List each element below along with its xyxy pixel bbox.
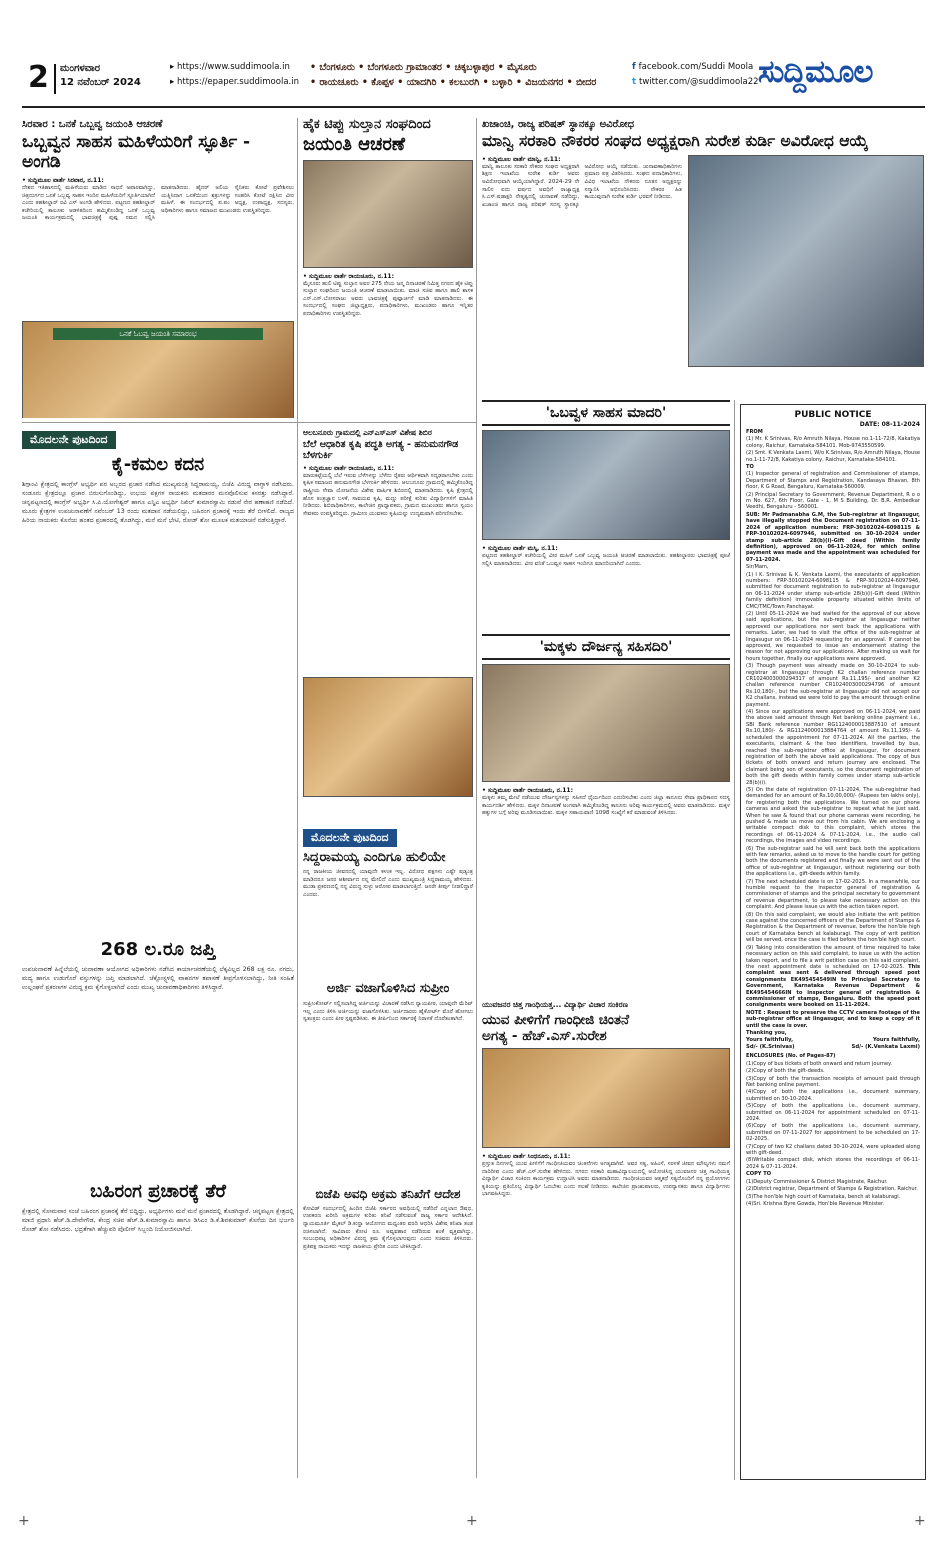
notice-copy-2: (2)District registrar, Department of Stamps & Registration, Raichur. bbox=[746, 1186, 918, 1193]
notice-para-1: (1) I K. Srinivas & K. Venkata Laxmi, the executants of application numbers: FRP-30102024-6098115 & FRP-30102024-6097946, submitted for document registration to sub-registrar at lingasugur on 06-11-2024 under stamp sub-article 28(b)(i)-Gift deed (Within family definition) immovable property situated within limits of CMC/TMC/Town Panchayat. bbox=[746, 571, 920, 610]
article-bjp-probe bbox=[303, 1188, 473, 1478]
article-headline-line-2: ಅಗತ್ಯ - ಹೆಚ್.ಎಸ್.ಸುರೇಶ bbox=[482, 1027, 607, 1044]
row-divider bbox=[297, 422, 477, 423]
masthead-rule bbox=[22, 106, 925, 108]
masthead-cities bbox=[310, 60, 620, 90]
notice-from-label: FROM bbox=[746, 429, 763, 435]
article-headline: 'ಒಬವ್ವಳ ಸಾಹಸ ಮಾದರಿ' bbox=[482, 400, 730, 426]
twitter-icon: t bbox=[632, 77, 640, 87]
notice-salutation: Sir/Mam, bbox=[746, 564, 769, 571]
article-children-abuse bbox=[482, 634, 730, 994]
article-photo bbox=[482, 430, 730, 540]
notice-from-1: (1) Mr. K Srinivas, R/o Amruth Nilaya, House no.1-11-72/8, Kakatiya colony, Raichur, Karnataka-584101. Mob-9743550599. bbox=[746, 436, 920, 449]
article-body: ಮೈಸೂರು ಹುಲಿ ಟಿಪ್ಪು ಸುಲ್ತಾನ ಅವರ 275 ನೇಯ ಜನ್ಮ ದಿನಾಚರಣೆ ನಿಮಿತ್ತ ನಗರದ ಹೈಕ ಟಿಪ್ಪು ಸುಲ್ತಾನ ಸಂಘದಿಂದ ಜಯಂತಿ ಆಚರಣೆ ಮಾಡಲಾಯಿತು. ಮಾಜಿ ಸಚಿವ ಹಾಗೂ ಹಾಲಿ ಶಾಸಕ ಎನ್.ಎಸ್.ಬೋಸರಾಜು ಅವರು ಭಾವಚಿತ್ರಕ್ಕೆ ಪುಷ್ಪಾರ್ಚನೆ ಮಾಡಿ ಮಾತನಾಡಿದರು. ಈ ಸಂದರ್ಭದಲ್ಲಿ ಸಂಘದ ಜಿಲ್ಲಾಧ್ಯಕ್ಷರು, ಪದಾಧಿಕಾರಿಗಳು, ಮುಖಂಡರು ಹಾಗೂ ಇನ್ನಿತರ ಪದಾಧಿಕಾರಿಗಳು ಉಪಸ್ಥಿತರಿದ್ದರು. bbox=[303, 280, 473, 317]
notice-to-label: TO bbox=[746, 464, 754, 471]
notice-enclosure-3: (3)Copy of both the transaction receipts of amount paid through Net banking online payment. bbox=[746, 1075, 920, 1088]
article-campaign-ends bbox=[22, 1182, 294, 1478]
registration-mark-icon: + bbox=[914, 1513, 926, 1529]
article-body: ಮಾನ್ವಿ ತಾಲೂಕು ಸರಕಾರಿ ನೌಕರರ ಸಂಘದ ಅಧ್ಯಕ್ಷರಾಗಿ ಶಿಕ್ಷಣ ಇಲಾಖೆಯ ಸುರೇಶ ಕುರ್ಡಿ ಅವರು ಅವಿರೋಧವಾಗಿ ಆಯ್ಕೆಯಾಗಿದ್ದಾರೆ. 2024-29 ನೇ ಸಾಲಿನ ಐದು ವರ್ಷದ ಅವಧಿಗೆ ರಾಜ್ಯಾಧ್ಯಕ್ಷ ಸಿ.ಎಸ್.ಷಡಾಕ್ಷರಿ ನೇತೃತ್ವದಲ್ಲಿ ಚುನಾವಣೆ ನಡೆದಿದ್ದು, ಖಜಾಂಚಿ ಹಾಗೂ ರಾಜ್ಯ ಪರಿಷತ್ ಸದಸ್ಯ ಸ್ಥಾನಕ್ಕೂ ಅವಿರೋಧ ಆಯ್ಕೆ ನಡೆಯಿತು. ಚುನಾವಣಾಧಿಕಾರಿಗಳು ಪ್ರಮಾಣ ಪತ್ರ ವಿತರಿಸಿದರು. ಸಂಘದ ಪದಾಧಿಕಾರಿಗಳು, ವಿವಿಧ ಇಲಾಖೆಯ ನೌಕರರು ನೂತನ ಅಧ್ಯಕ್ಷರನ್ನು ಸನ್ಮಾನಿಸಿ ಅಭಿನಂದಿಸಿದರು. ನೌಕರರ ಹಿತ ಕಾಯುವುದಾಗಿ ಸುರೇಶ ಕುರ್ಡಿ ಭರವಸೆ ನೀಡಿದರು. bbox=[482, 163, 682, 208]
article-kicker: ಖಜಾಂಚಿ, ರಾಜ್ಯ ಪರಿಷತ್ ಸ್ಥಾನಕ್ಕೂ ಅವಿರೋಧ bbox=[482, 119, 635, 130]
masthead bbox=[0, 54, 945, 102]
notice-para-6: (6) The sub-registrar said he will sent back both the applications with few remarks, asked us to move to the handle court for getting both the documents registered and finally we were sent out of the office of sub-registrar at lingasugur, without registering our both the applications i.e., gift-deeds within family. bbox=[746, 845, 920, 878]
article-byline: • ಸುದ್ದಿಮೂಲ ವಾರ್ತೆ ರಾಯಚೂರು, ನ.11: bbox=[482, 787, 573, 794]
article-byline: • ಸುದ್ದಿಮೂಲ ವಾರ್ತೆ ಮಾನ್ವಿ, ನ.11: bbox=[482, 155, 561, 163]
column-divider bbox=[297, 118, 298, 1478]
notice-to-2: (2) Principal Secretary to Government, Revenue Department, R o o m No. 627, 6th Floor, Gate - 1, M S Building, Dr. B.R. Ambedkar Veedhi, Bengaluru - 560001. bbox=[746, 491, 920, 511]
registration-mark-icon: + bbox=[466, 1513, 478, 1529]
article-headline: ಬಿಜೆಪಿ ಅವಧಿ ಅಕ್ರಮ ತನಿಖೆಗೆ ಆದೇಶ bbox=[315, 1188, 461, 1201]
notice-enclosure-2: (2)Copy of both the gift-deeds. bbox=[746, 1068, 825, 1075]
notice-yours-2: Yours faithfully, bbox=[872, 1037, 920, 1044]
article-body: ದೇಶದ ಇತಿಹಾಸದಲ್ಲಿ ಮಹಿಳೆಯರು ಮಾಡಿದ ಸಾಧನೆ ಅಪಾರವಾಗಿದ್ದು, ಚಿತ್ರದುರ್ಗದ ಒನಕೆ ಒಬ್ಬವ್ವ ಸಾಹಸ ಇಂದಿನ ಮಹಿಳೆಯರಿಗೆ ಸ್ಫೂರ್ತಿಯಾಗಿದೆ ಎಂದು ತಹಶೀಲ್ದಾರ್ ರವಿ ಎಸ್ ಅಂಗಡಿ ಹೇಳಿದರು. ಪಟ್ಟಣದ ತಹಶೀಲ್ದಾರ್ ಕಚೇರಿಯಲ್ಲಿ ತಾಲೂಕು ಆಡಳಿತದಿಂದ ಹಮ್ಮಿಕೊಂಡಿದ್ದ ಒನಕೆ ಒಬ್ಬವ್ವ ಜಯಂತಿ ಕಾರ್ಯಕ್ರಮದಲ್ಲಿ ಭಾವಚಿತ್ರಕ್ಕೆ ಪುಷ್ಪ ನಮನ ಸಲ್ಲಿಸಿ ಮಾತನಾಡಿದರು. ಹೈದರ್ ಅಲಿಯ ಸೈನಿಕರು ಕೋಟೆ ಪ್ರವೇಶಿಸಲು ಯತ್ನಿಸಿದಾಗ ಒನಕೆಯಿಂದ ಶತ್ರುಗಳನ್ನು ಸಂಹರಿಸಿ ಕೋಟೆ ರಕ್ಷಿಸಿದ ವೀರ ಮಹಿಳೆ. ಈ ಸಂದರ್ಭದಲ್ಲಿ ಪ.ಪಂ ಅಧ್ಯಕ್ಷ, ಉಪಾಧ್ಯಕ್ಷ, ಸದಸ್ಯರು, ಅಧಿಕಾರಿಗಳು ಹಾಗೂ ಸಮಾಜದ ಮುಖಂಡರು ಉಪಸ್ಥಿತರಿದ್ದರು. bbox=[22, 185, 294, 222]
globe-icon: ▸ bbox=[170, 62, 177, 72]
article-body: ಕ್ಷೇತ್ರದಲ್ಲಿ ಸೋಮವಾರ ಸಂಜೆ ಬಹಿರಂಗ ಪ್ರಚಾರಕ್ಕೆ ತೆರೆ ಬಿದ್ದಿದ್ದು, ಅಭ್ಯರ್ಥಿಗಳು ಮನೆ ಮನೆ ಪ್ರಚಾರದಲ್ಲಿ ತೊಡಗಿದ್ದಾರೆ. ಚನ್ನಪಟ್ಟಣ ಕ್ಷೇತ್ರದಲ್ಲಿ ಮಾಜಿ ಪ್ರಧಾನಿ ಹೆಚ್.ಡಿ.ದೇವೇಗೌಡ, ಕೇಂದ್ರ ಸಚಿವ ಹೆಚ್.ಡಿ.ಕುಮಾರಸ್ವಾಮಿ ಹಾಗೂ ಡಿಸಿಎಂ ಡಿ.ಕೆ.ಶಿವಕುಮಾರ್ ಕೊನೆಯ ದಿನ ಭರ್ಜರಿ ರೋಡ್ ಶೋ ನಡೆಸಿದರು. ಭದ್ರತೆಗಾಗಿ ಹೆಚ್ಚುವರಿ ಪೊಲೀಸ್ ಸಿಬ್ಬಂದಿ ನಿಯೋಜಿಸಲಾಗಿದೆ. bbox=[22, 1207, 294, 1233]
globe-icon: ▸ bbox=[170, 77, 177, 87]
notice-enclosure-8: (8)Writable compact disk, which stores the recordings of 06-11-2024 & 07-11-2024. bbox=[746, 1157, 920, 1170]
article-body: ಕೋವಿಡ್ ಸಂದರ್ಭದಲ್ಲಿ ಹಿಂದಿನ ಬಿಜೆಪಿ ಸರ್ಕಾರದ ಅವಧಿಯಲ್ಲಿ ನಡೆದಿದೆ ಎನ್ನಲಾದ ಔಷಧ, ಉಪಕರಣ ಖರೀದಿ ಅಕ್ರಮಗಳ ಕುರಿತು ತನಿಖೆ ನಡೆಸುವಂತೆ ರಾಜ್ಯ ಸರ್ಕಾರ ಆದೇಶಿಸಿದೆ. ನ್ಯಾಯಮೂರ್ತಿ ಮೈಕಲ್ ಡಿ.ಕುನ್ಹಾ ಆಯೋಗದ ಮಧ್ಯಂತರ ವರದಿ ಆಧರಿಸಿ ವಿಶೇಷ ತನಿಖಾ ತಂಡ ರಚಿಸಲಾಗಿದೆ. ಸಾವಿರಾರು ಕೋಟಿ ರೂ. ಅವ್ಯವಹಾರ ನಡೆದಿರುವ ಶಂಕೆ ವ್ಯಕ್ತವಾಗಿದ್ದು, ಸಂಬಂಧಪಟ್ಟ ಅಧಿಕಾರಿಗಳ ವಿರುದ್ಧ ಕ್ರಮ ಕೈಗೊಳ್ಳಲಾಗುವುದು ಎಂದು ಸಚಿವರು ತಿಳಿಸಿದರು. ಪ್ರತಿಪಕ್ಷ ನಾಯಕರು ಇದನ್ನು ರಾಜಕೀಯ ಪ್ರೇರಿತ ಎಂದು ಟೀಕಿಸಿದ್ದಾರೆ. bbox=[303, 1205, 473, 1250]
article-seizure bbox=[22, 940, 294, 1176]
notice-para-9 bbox=[746, 945, 920, 1009]
article-headline: ಒಬ್ಬವ್ವನ ಸಾಹಸ ಮಹಿಳೆಯರಿಗೆ ಸ್ಫೂರ್ತಿ - ಅಂಗಡಿ bbox=[22, 132, 251, 172]
article-headline: ಸಿದ್ದರಾಮಯ್ಯ ಎಂದಿಗೂ ಹುಲಿಯೇ bbox=[303, 850, 446, 865]
facebook-icon: f bbox=[632, 62, 639, 72]
notice-to-1: (1) Inspector general of registration and Commissioner of stamps, Department of Stamps and Registration, Kandasaya Bhavan, 8th floor, K G Road, Bengaluru, Karnataka-560009. bbox=[746, 471, 920, 491]
row-divider bbox=[22, 422, 297, 423]
article-kai-kamala bbox=[22, 428, 294, 932]
article-headline: ಮಾನ್ವಿ ಸರಕಾರಿ ನೌಕರರ ಸಂಘದ ಅಧ್ಯಕ್ಷರಾಗಿ ಸುರೇಶ ಕುರ್ಡಿ ಅವಿರೋಧ ಆಯ್ಕೆ bbox=[482, 132, 869, 150]
notice-para-4: (4) Since our applications were approved on 06-11-2024, we paid the above said amount through Net banking online payment i.e., SBI Bank reference number RG1124000013887510 of amount Rs.10,180/- & RG1124000013884764 of amount Rs.11,195/- & scheduled the appointment for 07-11-2024. All the parties, the executants, claimant & the two identifiers, travelled by bus, reached the sub-registrar office at lingasugur, for document registration of both the above said applications. The copy of bus tickets of both onward and return journey are enclosed. The claimant being son of executants, so the document registration of both the gift deeds within family comes under stamp sub-article 28(b)(i). bbox=[746, 709, 920, 786]
notice-title: PUBLIC NOTICE bbox=[794, 410, 872, 420]
notice-para-8: (8) On this said complaint, we would also initiate the writ petition case against the concerned officers of the Department of Stamps & Registration & the Department of revenue, before the hon'ble high court of Karnataka bench at kalaburagi. The copy of writ petition will be served, once the case is filed before the hon'ble high court. bbox=[746, 911, 920, 944]
article-kicker: ಸಿರವಾರ : ಒನಕೆ ಒಬ್ಬವ್ವ ಜಯಂತಿ ಆಚರಣೆ bbox=[22, 119, 163, 130]
notice-enclosures-label: ENCLOSURES (No. of Pages-87) bbox=[746, 1053, 836, 1060]
page-number: 2 bbox=[28, 60, 49, 95]
notice-copy-1: (1)Deputy Commissioner & District Magistrate, Raichur. bbox=[746, 1178, 888, 1185]
article-photo bbox=[303, 160, 473, 268]
article-byline: • ಸುದ್ದಿಮೂಲ ವಾರ್ತೆ ರಾಯಚೂರು, ನ.11: bbox=[303, 272, 394, 280]
notice-sign-1: Sd/- (K.Srinivas) bbox=[746, 1044, 795, 1051]
article-nss-camp bbox=[303, 428, 473, 820]
article-gandhi-thoughts bbox=[482, 1000, 730, 1478]
article-byline: • ಸುದ್ದಿಮೂಲ ವಾರ್ತೆ ಸಿಂಧನೂರು, ನ.11: bbox=[482, 1153, 571, 1161]
article-manvi-employees-union bbox=[482, 118, 925, 394]
notice-para-9-text: (9) Taking into consideration the amount of time required to take necessary action on this said complaint, to issue us with the action taken report, and to file a writ petition case on this said complaint, the next appointment date is scheduled on 17-02-2025. bbox=[746, 944, 920, 970]
masthead-links bbox=[170, 60, 299, 90]
article-body: ಪಟ್ಟಣದ ತಹಶೀಲ್ದಾರ್ ಕಚೇರಿಯಲ್ಲಿ ವೀರ ಮಹಿಳೆ ಒನಕೆ ಒಬ್ಬವ್ವ ಜಯಂತಿ ಆಚರಣೆ ಮಾಡಲಾಯಿತು. ತಹಶೀಲ್ದಾರರು ಭಾವಚಿತ್ರಕ್ಕೆ ಪೂಜೆ ಸಲ್ಲಿಸಿ ಮಾತನಾಡಿದರು. ವೀರ ವನಿತೆ ಒಬವ್ವಳ ಸಾಹಸ ಇಂದಿಗೂ ಮಾದರಿಯಾಗಿದೆ ಎಂದರು. bbox=[482, 553, 730, 567]
notice-enclosure-5: (5)Copy of both the applications i.e., document summary, submitted on 06-11-2024 for appointment scheduled on 07-11-2024. bbox=[746, 1103, 920, 1123]
section-band: ಮೊದಲನೇ ಪುಟದಿಂದ bbox=[22, 431, 116, 449]
article-obavva-maski bbox=[482, 400, 730, 628]
article-photo bbox=[482, 1048, 730, 1148]
registration-mark-icon: + bbox=[18, 1513, 30, 1529]
notice-sign-2: Sd/- (K.Venkata Laxmi) bbox=[851, 1044, 920, 1051]
masthead-day: ಮಂಗಳವಾರ bbox=[60, 63, 101, 74]
notice-from-2: (2) Smt. K Venkata Laxmi, W/o K.Srinivas, R/o Amruth Nilaya, House no.1-11-72/8, Kakatiya colony, Raichur, Karnataka-584101. bbox=[746, 450, 920, 463]
article-headline: ಬೆಲೆ ಆಧಾರಿತ ಕೃಷಿ ಪದ್ಧತಿ ಅಗತ್ಯ - ಹನುಮನಗೌಡ ಬೆಳಗುರ್ಕಿ bbox=[303, 439, 459, 461]
notice-para-9-bold: This complaint was sent & delivered through speed post consignments EK495454549IN to Principal Secretary to Government, Karnataka Revenue Department & EK495454666IN to inspector general of registration & commissioner of stamps, Bengaluru. Both the speed post consignments were booked on 11-11-2024. bbox=[746, 963, 920, 1009]
article-body: ಮಕ್ಕಳು ತಮ್ಮ ಮೇಲೆ ನಡೆಯುವ ದೌರ್ಜನ್ಯಗಳನ್ನು ಸಹಿಸದೆ ಧೈರ್ಯದಿಂದ ಎದುರಿಸಬೇಕು ಎಂದು ಜಿಲ್ಲಾ ಕಾನೂನು ಸೇವಾ ಪ್ರಾಧಿಕಾರದ ಸದಸ್ಯ ಕಾರ್ಯದರ್ಶಿ ಹೇಳಿದರು. ಮಕ್ಕಳ ದಿನಾಚರಣೆ ಅಂಗವಾಗಿ ಹಮ್ಮಿಕೊಂಡಿದ್ದ ಕಾನೂನು ಅರಿವು ಕಾರ್ಯಕ್ರಮದಲ್ಲಿ ಅವರು ಮಾತನಾಡಿದರು. ಮಕ್ಕಳ ಹಕ್ಕುಗಳ ಬಗ್ಗೆ ಅರಿವು ಮೂಡಿಸಲಾಯಿತು. ಮಕ್ಕಳ ಸಹಾಯವಾಣಿ 1098 ಸಂಖ್ಯೆಗೆ ಕರೆ ಮಾಡುವಂತೆ ತಿಳಿಸಿದರು. bbox=[482, 795, 730, 817]
public-notice bbox=[740, 404, 926, 1480]
epaper-link[interactable]: ▸ https://epaper.suddimoola.in bbox=[170, 77, 299, 87]
article-tipu-jayanti bbox=[303, 118, 473, 418]
notice-signatures bbox=[746, 1037, 920, 1051]
article-body: ಪ್ರಸ್ತುತ ದಿನಗಳಲ್ಲಿ ಯುವ ಪೀಳಿಗೆಗೆ ಗಾಂಧೀಜಿಯವರ ಚಿಂತನೆಗಳು ಅಗತ್ಯವಾಗಿವೆ. ಅವರ ಸತ್ಯ, ಅಹಿಂಸೆ, ಸರಳತೆ ಜೀವನ ಮೌಲ್ಯಗಳು ನಮಗೆ ದಾರಿದೀಪ ಎಂದು ಹೆಚ್.ಎಸ್.ಸುರೇಶ ಹೇಳಿದರು. ನಗರದ ಸರಕಾರಿ ಮಹಾವಿದ್ಯಾಲಯದಲ್ಲಿ ಆಯೋಜಿಸಿದ್ದ ಯುವಜನರ ಚಿತ್ತ ಗಾಂಧಿಯತ್ತ ವಿದ್ಯಾರ್ಥಿ ವಿಚಾರ ಸಂಕಿರಣ ಕಾರ್ಯಕ್ರಮ ಉದ್ಘಾಟಿಸಿ ಅವರು ಮಾತನಾಡಿದರು. ಗಾಂಧೀಜಿಯವರ ಆತ್ಮಕಥೆ ಸತ್ಯದೊಂದಿಗೆ ನನ್ನ ಪ್ರಯೋಗಗಳು ಕೃತಿಯನ್ನು ಪ್ರತಿಯೊಬ್ಬ ವಿದ್ಯಾರ್ಥಿ ಓದಬೇಕು ಎಂದು ಸಲಹೆ ನೀಡಿದರು. ಕಾಲೇಜಿನ ಪ್ರಾಂಶುಪಾಲರು, ಉಪನ್ಯಾಸಕರು ಹಾಗೂ ವಿದ್ಯಾರ್ಥಿಗಳು ಭಾಗವಹಿಸಿದ್ದರು. bbox=[482, 1161, 730, 1198]
notice-subject: SUB: Mr Padmanabha G.M, the Sub-registrar at lingasugur, have illegally stopped the Document registration on 07-11-2024 of application numbers: FRP-30102024-6098115 & FRP-30102024-6097946, submitted on 30-10-2024 under stamp sub-article 28(b)(i)-Gift deed (Within family definition), approved on 06-11-2024, for which online payment was made and the appointment was scheduled for 07-11-2024. bbox=[746, 511, 920, 563]
site-link[interactable]: ▸ https://www.suddimoola.in bbox=[170, 62, 290, 72]
article-siddaramaiah bbox=[303, 826, 473, 974]
photo-banner: ಒನಕೆ ಓಬವ್ವ ಜಯಂತಿ ಸಮಾರಂಭ bbox=[53, 328, 263, 340]
article-kicker: ಯುವಜನರ ಚಿತ್ತ ಗಾಂಧಿಯತ್ತ... ವಿದ್ಯಾರ್ಥಿ ವಿಚಾರ ಸಂಕಿರಣ bbox=[482, 1000, 628, 1009]
article-headline: ಬಹಿರಂಗ ಪ್ರಚಾರಕ್ಕೆ ತೆರೆ bbox=[90, 1182, 226, 1202]
notice-enclosure-1: (1)Copy of bus tickets of both onward and return journey. bbox=[746, 1060, 893, 1067]
cities-line-2: • ರಾಯಚೂರು • ಕೊಪ್ಪಳ • ಯಾದಗಿರಿ • ಕಲಬುರಗಿ • ಬಳ್ಳಾರಿ • ವಿಜಯನಗರ • ಬೀದರ bbox=[310, 77, 597, 88]
article-headline-line-1: ಯುವ ಪೀಳಿಗೆಗೆ ಗಾಂಧೀಜಿ ಚಿಂತನೆ bbox=[482, 1012, 630, 1028]
notice-thanks: Thanking you, bbox=[746, 1029, 787, 1036]
article-headline: ಅರ್ಜಿ ವಜಾಗೊಳಿಸಿದ ಸುಪ್ರೀಂ bbox=[326, 982, 450, 996]
article-body: ನನ್ನ ರಾಜಕೀಯ ಜೀವನದಲ್ಲಿ ಯಾವುದೇ ಕಳಂಕ ಇಲ್ಲ. ವಿರೋಧ ಪಕ್ಷಗಳು ಎಷ್ಟೇ ಷಡ್ಯಂತ್ರ ಮಾಡಿದರೂ ಜನರ ಆಶೀರ್ವಾದ ನನ್ನ ಮೇಲಿದೆ ಎಂದು ಮುಖ್ಯಮಂತ್ರಿ ಸಿದ್ದರಾಮಯ್ಯ ಹೇಳಿದರು. ಮುಡಾ ಪ್ರಕರಣದಲ್ಲಿ ನನ್ನ ವಿರುದ್ಧ ಸುಳ್ಳು ಆರೋಪ ಮಾಡಲಾಗುತ್ತಿದೆ. ಜನರೇ ತೀರ್ಪು ನೀಡಲಿದ್ದಾರೆ ಎಂದರು. bbox=[303, 868, 473, 898]
notice-copy-label: COPY TO bbox=[746, 1171, 772, 1178]
notice-date: DATE: 08-11-2024 bbox=[859, 421, 920, 428]
column-divider bbox=[734, 400, 735, 1480]
notice-yours-1: Yours faithfully, bbox=[746, 1037, 794, 1044]
article-byline: • ಸುದ್ದಿಮೂಲ ವಾರ್ತೆ ಮಸ್ಕಿ, ನ.11: bbox=[482, 545, 558, 552]
article-headline-line-2: ಜಯಂತಿ ಆಚರಣೆ bbox=[303, 133, 405, 155]
article-body: ಮಾರುಕಟ್ಟೆಯಲ್ಲಿ ಬೆಲೆ ಇರುವ ಬೆಳೆಗಳನ್ನು ಬೆಳೆದು ರೈತರು ಆರ್ಥಿಕವಾಗಿ ಸದೃಢರಾಗಬೇಕು ಎಂದು ಕೃಷಿಕ ಸಮಾಜದ ಹನುಮನಗೌಡ ಬೆಳಗುರ್ಕಿ ಹೇಳಿದರು. ಆಲಬನೂರು ಗ್ರಾಮದಲ್ಲಿ ಹಮ್ಮಿಕೊಂಡಿದ್ದ ರಾಷ್ಟ್ರೀಯ ಸೇವಾ ಯೋಜನೆಯ ವಿಶೇಷ ವಾರ್ಷಿಕ ಶಿಬಿರದಲ್ಲಿ ಮಾತನಾಡಿದರು. ಕೃಷಿ ಕ್ಷೇತ್ರದಲ್ಲಿ ಹೊಸ ತಂತ್ರಜ್ಞಾನ ಬಳಕೆ, ಸಾವಯವ ಕೃಷಿ, ಮಣ್ಣು ಪರೀಕ್ಷೆ ಕುರಿತು ವಿದ್ಯಾರ್ಥಿಗಳಿಗೆ ಮಾಹಿತಿ ನೀಡಿದರು. ಶಿಬಿರಾಧಿಕಾರಿಗಳು, ಕಾಲೇಜಿನ ಪ್ರಾಧ್ಯಾಪಕರು, ಗ್ರಾಮದ ಮುಖಂಡರು ಹಾಗೂ ಸ್ವಯಂ ಸೇವಕರು ಉಪಸ್ಥಿತರಿದ್ದರು. ಗ್ರಾಮೀಣ ಯುವಕರು ಕೃಷಿಯನ್ನು ಉದ್ಯಮವಾಗಿ ಪರಿಗಣಿಸಬೇಕು. bbox=[303, 472, 473, 517]
article-headline: 268 ಲ.ರೂ ಜಪ್ತಿ bbox=[100, 940, 216, 960]
article-byline: • ಸುದ್ದಿಮೂಲ ವಾರ್ತೆ ರಾಯಚೂರು, ನ.11: bbox=[303, 464, 394, 472]
section-band: ಮೊದಲನೇ ಪುಟದಿಂದ bbox=[303, 829, 397, 847]
article-photo bbox=[22, 321, 294, 418]
notice-enclosure-4: (4)Copy of both the applications i.e., document summary, submitted on 30-10-2024. bbox=[746, 1089, 920, 1102]
article-headline: 'ಮಕ್ಕಳು ದೌರ್ಜನ್ಯ ಸಹಿಸದಿರಿ' bbox=[482, 634, 730, 660]
article-body: ಉಪಚುನಾವಣೆ ಹಿನ್ನೆಲೆಯಲ್ಲಿ ಚುನಾವಣಾ ಆಯೋಗದ ಅಧಿಕಾರಿಗಳು ನಡೆಸಿದ ಕಾರ್ಯಾಚರಣೆಯಲ್ಲಿ ಲೆಕ್ಕವಿಲ್ಲದ 268 ಲಕ್ಷ ರೂ. ನಗದು, ಮದ್ಯ ಹಾಗೂ ಉಡುಗೊರೆ ವಸ್ತುಗಳನ್ನು ಜಪ್ತಿ ಮಾಡಲಾಗಿದೆ. ಚೆಕ್ಪೋಸ್ಟ್ಗಳಲ್ಲಿ ವಾಹನಗಳ ತಪಾಸಣೆ ತೀವ್ರಗೊಳಿಸಲಾಗಿದ್ದು, ನೀತಿ ಸಂಹಿತೆ ಉಲ್ಲಂಘನೆ ಪ್ರಕರಣಗಳ ವಿರುದ್ಧ ಕ್ರಮ ಕೈಗೊಳ್ಳಲಾಗಿದೆ ಎಂದು ಮುಖ್ಯ ಚುನಾವಣಾಧಿಕಾರಿಗಳು ತಿಳಿಸಿದ್ದಾರೆ. bbox=[22, 965, 294, 991]
article-kicker: ಆಲಬನೂರು ಗ್ರಾಮದಲ್ಲಿ ಎನ್ಎಸ್ಎಸ್ ವಿಶೇಷ ಶಿಬಿರ bbox=[303, 428, 432, 437]
notice-enclosure-6: (6)Copy of both the applications i.e., document summary, submitted on 07-11-2027 for appointment to be scheduled on 17-02-2025. bbox=[746, 1123, 920, 1143]
article-obavva-sirawar bbox=[22, 118, 294, 418]
notice-para-2: (2) Until 05-11-2024 we had waited for the approval of our above said applications, but the sub-registrar at lingasugur neither approved our applications nor sent back the applications with remarks. Later, we had to visit the office of the sub-registrar at lingasugur on 06-11-2024 requesting for an approval. If cannot be approved, we requested to issue an endorsement stating the reason for not approving our applications. After making us wait for hours together, finally our applications were approved. bbox=[746, 610, 920, 662]
article-headline: ಕೈ-ಕಮಲ ಕದನ bbox=[111, 454, 205, 475]
cities-line-1: • ಬೆಂಗಳೂರು • ಬೆಂಗಳೂರು ಗ್ರಾಮಾಂತರ • ಚಿಕ್ಕಬಳ್ಳಾಪುರ • ಮೈಸೂರು bbox=[310, 62, 537, 73]
article-headline-line-1: ಹೈಕ ಟಿಪ್ಪು ಸುಲ್ತಾನ ಸಂಘದಿಂದ bbox=[303, 118, 431, 132]
notice-para-5: (5) On the date of registration 07-11-2024, The sub-registrar had demanded for an amount of Rs.10,00,000/- (Rupees ten lakhs only), for registering both the applications. We turned on our phone cameras and asked the sub-registrar to repeat what he just said. When he saw & found that our phone cameras were recording, he pushed & made us move out from his cabin. We are enclosing a writable compact disk to this complaint, which stores the recordings of 06-11-2024 & 07-11-2024, i.e., the audio call recordings, the images and video recordings. bbox=[746, 786, 920, 845]
column-divider bbox=[476, 118, 477, 1478]
article-photo bbox=[303, 677, 473, 797]
article-byline: • ಸುದ್ದಿಮೂಲ ವಾರ್ತೆ ಸಿರವಾರ, ನ.11: bbox=[22, 177, 104, 185]
article-photo bbox=[482, 664, 730, 782]
notice-copy-4: (4)Sri. Krishna Byre Gowda, Hon'ble Revenue Minister. bbox=[746, 1200, 885, 1207]
notice-copy-3: (3)The hon'ble high court of Karnataka, bench at kalaburagi. bbox=[746, 1193, 901, 1200]
twitter-link[interactable]: t twitter.com/@suddimoola22 bbox=[632, 77, 759, 87]
masthead-date bbox=[60, 62, 141, 90]
notice-para-3: (3) Though payment was already made on 30-10-2024 to sub-registrar at lingasugur through K2 challan reference number CR1024003000294317 of amount Rs.11,195/- and another K2 challan reference number CR1024003000294796 of amount Rs.10,180/-, but the sub-registrar at lingasugur did not accept our K2 challans, instead we were told to pay the amount through online payment. bbox=[746, 663, 920, 708]
article-body: ಸುಪ್ರೀಂಕೋರ್ಟ್ ಸಲ್ಲಿಸಲಾಗಿದ್ದ ಅರ್ಜಿಯನ್ನು ವಿಚಾರಣೆ ನಡೆಸಿದ ನ್ಯಾಯಪೀಠ, ಯಾವುದೇ ಮೆರಿಟ್ ಇಲ್ಲ ಎಂದು ತಿಳಿಸಿ ಅರ್ಜಿಯನ್ನು ವಜಾಗೊಳಿಸಿತು. ಅರ್ಜಿದಾರರು ಹೈಕೋರ್ಟ್ ಮೊರೆ ಹೋಗಲು ಸ್ವತಂತ್ರರು ಎಂದು ಪೀಠ ಸ್ಪಷ್ಟಪಡಿಸಿತು. ಈ ತೀರ್ಪಿನಿಂದ ಸರ್ಕಾರಕ್ಕೆ ನಿರಾಳತೆ ದೊರೆತಂತಾಗಿದೆ. bbox=[303, 1000, 473, 1023]
notice-para-7: (7) The next scheduled date is on 17-02-2025. In a meanwhile, our humble request to the inspector general of registration & commissioner of stamps and the principal secretary to government of revenue department, to please take necessary action on this complaint. And please issue us with the action taken report. bbox=[746, 878, 920, 911]
article-photo bbox=[688, 155, 924, 367]
article-supreme-court bbox=[303, 982, 473, 1182]
masthead-social bbox=[632, 60, 759, 90]
article-body: ಶಿಗ್ಗಾಂವಿ ಕ್ಷೇತ್ರದಲ್ಲಿ ಕಾಂಗ್ರೆಸ್ ಅಭ್ಯರ್ಥಿ ಪರ ಅಬ್ಬರದ ಪ್ರಚಾರ ನಡೆಸಿದ ಮುಖ್ಯಮಂತ್ರಿ ಸಿದ್ದರಾಮಯ್ಯ, ಬಿಜೆಪಿ ವಿರುದ್ಧ ವಾಗ್ದಾಳಿ ನಡೆಸಿದರು. ಸಂಡೂರು ಕ್ಷೇತ್ರದಲ್ಲೂ ಪ್ರಚಾರ ಬಿರುಸುಗೊಂಡಿದ್ದು, ಉಭಯ ಪಕ್ಷಗಳ ನಾಯಕರು ಮತದಾರರ ಮನವೊಲಿಸುವ ಕಸರತ್ತು ನಡೆಸಿದ್ದಾರೆ. ಚನ್ನಪಟ್ಟಣದಲ್ಲಿ ಕಾಂಗ್ರೆಸ್ ಅಭ್ಯರ್ಥಿ ಸಿ.ಪಿ.ಯೋಗೇಶ್ವರ್ ಹಾಗೂ ಎನ್ಡಿಎ ಅಭ್ಯರ್ಥಿ ನಿಖಿಲ್ ಕುಮಾರಸ್ವಾಮಿ ನಡುವೆ ನೇರ ಹಣಾಹಣಿ ನಡೆದಿದೆ. ಮೂರು ಕ್ಷೇತ್ರಗಳ ಉಪಚುನಾವಣೆಗೆ ನವೆಂಬರ್ 13 ರಂದು ಮತದಾನ ನಡೆಯಲಿದ್ದು, ಬಹಿರಂಗ ಪ್ರಚಾರಕ್ಕೆ ಇಂದು ತೆರೆ ಬೀಳಲಿದೆ. ರಾಜ್ಯದ ಹಿರಿಯ ನಾಯಕರು ಕೊನೆಯ ಹಂತದ ಪ್ರಚಾರದಲ್ಲಿ ತೊಡಗಿದ್ದು, ಮನೆ ಮನೆ ಭೇಟಿ, ರೋಡ್ ಶೋ ಮೂಲಕ ಮತಯಾಚನೆ ನಡೆಸುತ್ತಿದ್ದಾರೆ. bbox=[22, 480, 294, 524]
newspaper-logo: ಸುದ್ದಿಮೂಲ bbox=[758, 54, 873, 90]
facebook-link[interactable]: f facebook.com/Suddi Moola bbox=[632, 62, 754, 72]
masthead-date-text: 12 ನವೆಂಬರ್ 2024 bbox=[60, 77, 141, 88]
notice-note: NOTE : Request to preserve the CCTV camera footage of the sub-registrar office at lingasugur, and to keep a copy of it until the case is over. bbox=[746, 1009, 920, 1029]
notice-enclosure-7: (7)Copy of two K2 challans dated 30-10-2024, were uploaded along with gift-deed. bbox=[746, 1143, 920, 1157]
masthead-divider bbox=[54, 64, 56, 94]
